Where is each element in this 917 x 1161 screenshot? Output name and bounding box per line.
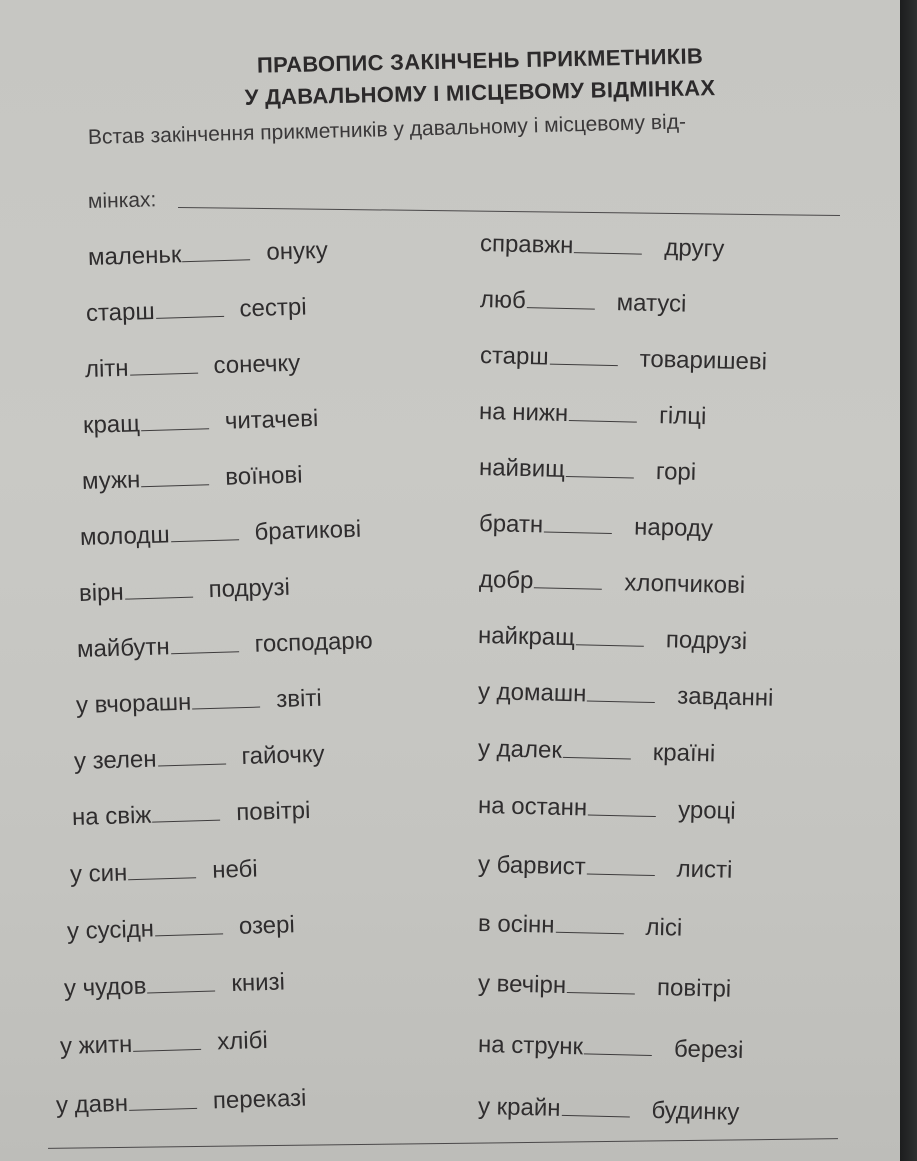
right-exercise-row (479, 566, 746, 600)
left-exercise-row (67, 911, 296, 946)
left-exercise-row (83, 405, 319, 440)
left-exercise-row (74, 741, 325, 776)
noun: подрузі (208, 573, 291, 604)
left-exercise-row (56, 1085, 307, 1120)
ending-blank[interactable] (125, 596, 193, 600)
noun: звіті (275, 684, 323, 714)
noun: матусі (616, 289, 687, 318)
right-exercise-row (478, 851, 733, 885)
ending-blank[interactable] (133, 1048, 201, 1052)
right-exercise-row (479, 510, 714, 543)
noun: повітрі (656, 974, 732, 1003)
right-exercise-row (480, 286, 687, 319)
noun: березі (673, 1035, 744, 1065)
adjective-stem: у крайн (477, 1093, 561, 1122)
adjective-stem: у вчорашн (75, 688, 192, 719)
ending-blank[interactable] (574, 251, 642, 255)
noun: листі (676, 855, 733, 884)
ending-blank[interactable] (130, 372, 198, 376)
adjective-stem: добр (478, 566, 534, 595)
noun: завданні (677, 682, 774, 712)
noun: будинку (651, 1096, 740, 1126)
left-exercise-row (79, 574, 291, 608)
ending-blank[interactable] (587, 699, 655, 703)
bottom-rule (48, 1138, 838, 1149)
right-exercise-row (478, 910, 683, 943)
noun: повітрі (235, 796, 311, 827)
adjective-stem: на свіж (71, 801, 152, 831)
adjective-stem: молодш (79, 521, 171, 551)
right-exercise-row (478, 678, 774, 713)
noun: народу (633, 513, 714, 543)
ending-blank[interactable] (193, 706, 261, 710)
worksheet-title-line-2: У ДАВАЛЬНОМУ І МІСЦЕВОМУ ВІДМІНКАХ (244, 75, 716, 110)
adjective-stem: у домашн (477, 678, 587, 708)
noun: подрузі (665, 626, 748, 656)
left-exercise-row (64, 968, 286, 1003)
adjective-stem: старш (479, 342, 549, 371)
right-exercise-row (478, 735, 716, 768)
left-exercise-row (70, 855, 258, 889)
adjective-stem: у барвист (477, 851, 587, 881)
left-exercise-row (82, 461, 303, 496)
desk-background-edge (900, 0, 917, 1161)
noun: сонечку (213, 349, 301, 380)
adjective-stem: у сусідн (66, 915, 155, 945)
noun: братикові (254, 515, 362, 546)
right-exercise-row (478, 1093, 740, 1127)
adjective-stem: літн (84, 354, 129, 383)
adjective-stem: старш (85, 297, 156, 327)
noun: небі (211, 855, 259, 884)
ending-blank[interactable] (587, 872, 655, 876)
adjective-stem: у вечірн (477, 970, 567, 999)
ending-blank[interactable] (141, 483, 209, 487)
adjective-stem: маленьк (87, 241, 182, 271)
right-exercise-row (480, 230, 725, 264)
adjective-stem: у житн (59, 1030, 133, 1060)
noun: другу (664, 234, 725, 263)
ending-blank[interactable] (566, 475, 634, 479)
adjective-stem: у зелен (73, 745, 157, 775)
ending-blank[interactable] (148, 990, 216, 994)
right-exercise-row (478, 792, 736, 826)
noun: товаришеві (639, 345, 768, 376)
ending-blank[interactable] (171, 538, 239, 542)
ending-blank[interactable] (534, 586, 602, 590)
ending-blank[interactable] (588, 813, 656, 817)
ending-blank[interactable] (576, 643, 644, 647)
ending-blank[interactable] (567, 991, 635, 995)
ending-blank[interactable] (527, 306, 595, 310)
ending-blank[interactable] (155, 932, 223, 936)
left-exercise-row (86, 293, 307, 328)
noun: гайочку (241, 740, 325, 771)
ending-blank[interactable] (153, 819, 221, 823)
ending-blank[interactable] (544, 530, 612, 534)
adjective-stem: люб (479, 286, 527, 315)
ending-blank[interactable] (561, 1114, 629, 1118)
noun: гілці (658, 402, 707, 431)
ending-blank[interactable] (569, 419, 637, 423)
right-exercise-row (479, 398, 707, 431)
adjective-stem: найвищ (478, 454, 566, 483)
ending-blank[interactable] (128, 876, 196, 880)
noun: горі (655, 458, 697, 486)
worksheet-title-line-1: ПРАВОПИС ЗАКІНЧЕНЬ ПРИКМЕТНИКІВ (256, 43, 704, 78)
noun: хлібі (216, 1026, 269, 1056)
noun: онуку (265, 236, 329, 266)
adjective-stem: на останн (477, 792, 588, 822)
left-exercise-row (76, 685, 323, 720)
instruction-line-2: мінках: (87, 188, 157, 213)
noun: країні (652, 738, 716, 768)
adjective-stem: у син (69, 859, 128, 888)
adjective-stem: вірн (78, 578, 125, 607)
left-exercise-row (80, 516, 362, 552)
adjective-stem: братн (478, 510, 544, 539)
ending-blank[interactable] (549, 363, 617, 367)
noun: переказі (212, 1084, 307, 1115)
adjective-stem: майбутн (76, 633, 171, 663)
ending-blank[interactable] (156, 315, 224, 319)
left-exercise-row (88, 237, 329, 272)
adjective-stem: у далек (477, 735, 563, 764)
noun: уроці (677, 796, 736, 825)
adjective-stem: на нижн (478, 398, 569, 428)
ending-blank[interactable] (141, 427, 209, 431)
ending-blank[interactable] (158, 763, 226, 767)
noun: книзі (230, 968, 286, 998)
ending-blank[interactable] (584, 1052, 652, 1056)
ending-blank[interactable] (563, 756, 631, 760)
ending-blank[interactable] (555, 931, 623, 935)
right-exercise-row (478, 622, 748, 656)
adjective-stem: у давн (55, 1089, 129, 1119)
instruction-answer-line[interactable] (178, 207, 840, 216)
noun: хлопчикові (624, 569, 746, 600)
right-exercise-row (478, 1031, 744, 1065)
left-exercise-row (77, 627, 374, 664)
adjective-stem: кращ (82, 410, 141, 439)
left-exercise-row (85, 350, 301, 384)
noun: воїнові (224, 461, 303, 491)
adjective-stem: мужн (81, 466, 141, 495)
adjective-stem: в осінн (477, 910, 555, 939)
ending-blank[interactable] (129, 1107, 197, 1111)
left-exercise-row (72, 797, 311, 832)
noun: сестрі (239, 293, 307, 323)
adjective-stem: на струнк (477, 1031, 584, 1061)
instruction-line-1: Встав закінчення прикметників у давальному і місцевому від- (87, 110, 687, 149)
adjective-stem: найкращ (477, 622, 576, 652)
right-exercise-row (480, 342, 768, 377)
noun: лісі (645, 913, 683, 942)
adjective-stem: у чудов (63, 972, 147, 1002)
noun: озері (238, 911, 296, 940)
left-exercise-row (60, 1027, 269, 1061)
ending-blank[interactable] (171, 650, 239, 654)
ending-blank[interactable] (183, 258, 251, 262)
adjective-stem: справжн (479, 230, 574, 260)
right-exercise-row (479, 454, 697, 487)
noun: читачеві (224, 405, 319, 435)
right-exercise-row (478, 970, 732, 1004)
noun: господарю (254, 627, 374, 658)
